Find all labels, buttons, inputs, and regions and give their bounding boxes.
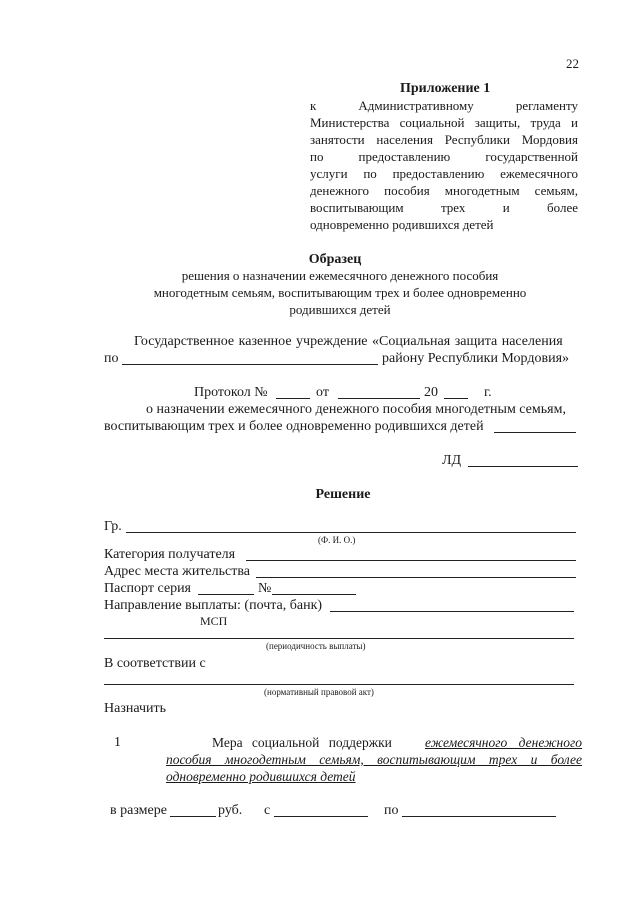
annex-line-1: к Административному регламенту [310, 98, 578, 113]
protocol-tail-blank [494, 432, 576, 433]
annex-line-5: услуги по предоставлению ежемесячного [310, 166, 578, 181]
protocol-year: 20 [424, 385, 438, 400]
periodicity-blank [104, 638, 574, 639]
amount-currency: руб. [218, 803, 243, 818]
amount-to: по [384, 803, 399, 818]
passport-number-sign: № [258, 581, 272, 596]
address-label: Адрес места жительства [104, 564, 250, 579]
normative-hint: (нормативный правовой акт) [264, 687, 374, 697]
category-label: Категория получателя [104, 547, 236, 562]
normative-blank [104, 684, 574, 685]
sample-line-3: родившихся детей [289, 302, 391, 317]
protocol-number-blank [276, 398, 310, 399]
annex-line-8: одновременно родившихся детей [310, 217, 494, 232]
amount-blank [170, 816, 216, 817]
protocol-from: от [316, 385, 329, 400]
annex-title: Приложение 1 [400, 81, 491, 96]
protocol-year-blank [444, 398, 468, 399]
annex-line-4: по предоставлению государственной [310, 149, 578, 164]
protocol-year-suffix: г. [484, 385, 492, 400]
citizen-blank [126, 532, 576, 533]
passport-series-blank [198, 594, 254, 595]
annex-line-6: денежного пособия многодетным семьям, [310, 183, 578, 198]
institution-prefix: по [104, 351, 119, 366]
msp-label: МСП [200, 614, 228, 628]
protocol-line-3: воспитывающим трех и более одновременно родившихся детей [104, 419, 484, 434]
decision-title: Решение [315, 487, 371, 502]
page-number: 22 [566, 56, 579, 71]
amount-from-blank [274, 816, 368, 817]
district-blank [122, 364, 378, 365]
protocol-line-2: о назначении ежемесячного денежного пособия многодетным семьям, [146, 402, 566, 417]
sample-line-1: решения о назначении ежемесячного денежного пособия [181, 268, 499, 283]
amount-label: в размере [110, 803, 167, 818]
amount-to-blank [402, 816, 556, 817]
protocol-date-blank [338, 398, 420, 399]
institution-line-1: Государственное казенное учреждение «Социальная защита населения [134, 334, 563, 349]
annex-line-7: воспитывающим трех и более [310, 200, 578, 215]
address-blank [256, 577, 576, 578]
measure-underlined-1: ежемесячного денежного [424, 735, 582, 750]
measure-line-3: одновременно родившихся детей [166, 769, 356, 784]
periodicity-hint: (периодичность выплаты) [266, 641, 366, 651]
measure-line-2: пособия многодетным семьям, воспитывающим трех и более [166, 752, 582, 767]
assign-label: Назначить [104, 701, 167, 716]
passport-number-blank [272, 594, 356, 595]
ld-label: ЛД [442, 453, 462, 468]
sample-title: Образец [308, 252, 362, 267]
payment-label: Направление выплаты: (почта, банк) [104, 598, 323, 613]
measure-number: 1 [114, 735, 121, 750]
protocol-label: Протокол № [194, 385, 268, 400]
measure-line-1 [212, 734, 582, 751]
sample-line-2: многодетным семьям, воспитывающим трех и более одновременно [153, 285, 527, 300]
passport-label: Паспорт серия [104, 581, 191, 596]
ld-blank [468, 466, 578, 467]
citizen-label: Гр. [104, 519, 122, 534]
measure-lead: Мера социальной поддержки [212, 735, 392, 750]
institution-suffix: району Республики Мордовия» [382, 351, 570, 366]
fio-hint: (Ф. И. О.) [318, 535, 356, 545]
payment-blank [330, 611, 574, 612]
category-blank [246, 560, 576, 561]
annex-line-2: Министерства социальной защиты, труда и [310, 115, 578, 130]
accordance-label: В соответствии с [104, 656, 206, 671]
annex-line-3: занятости населения Республики Мордовия [310, 132, 578, 147]
amount-from: с [264, 803, 271, 818]
